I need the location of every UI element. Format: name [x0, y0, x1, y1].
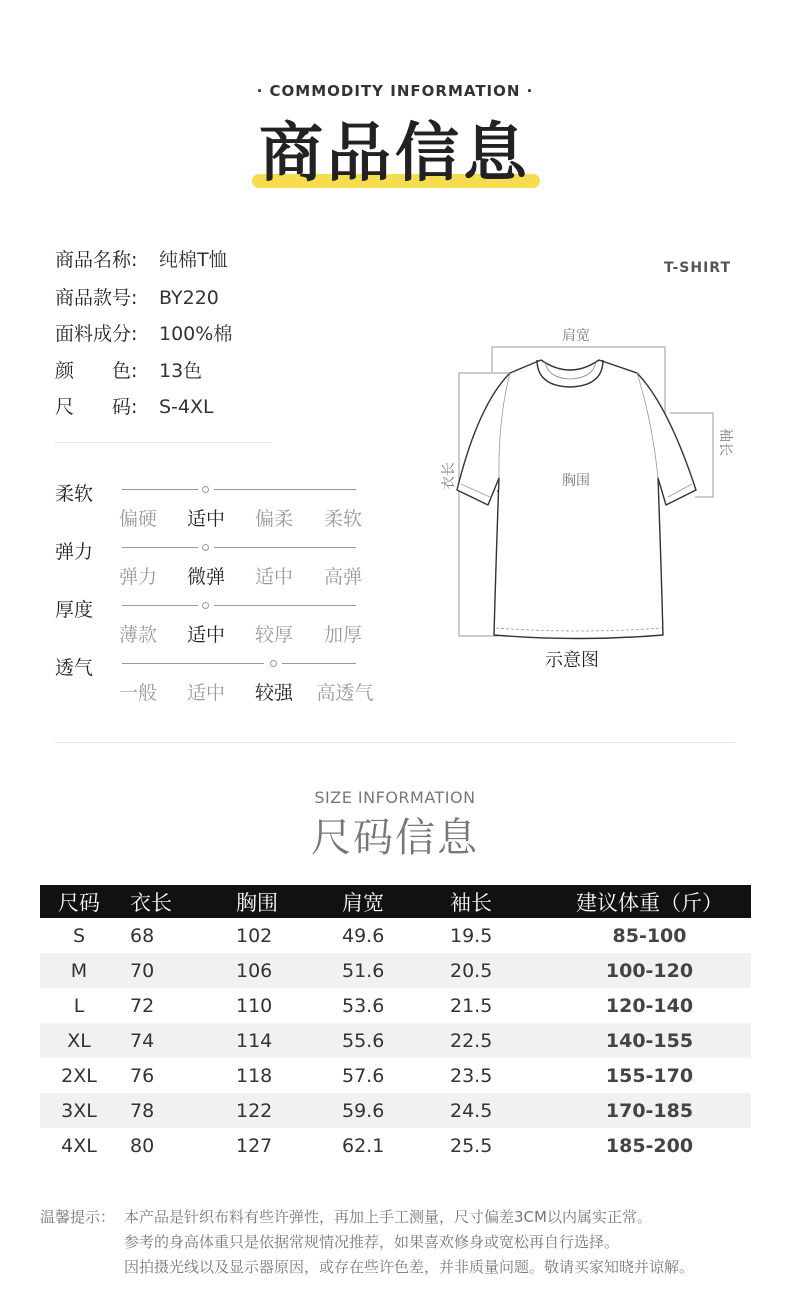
attr-option: 薄款 — [118, 624, 157, 646]
notes-line: 参考的身高体重只是依据常规情况推荐，如果喜欢修身或宽松再自行选择。 — [124, 1233, 620, 1251]
table-cell: 57.6 — [342, 1064, 385, 1087]
size-table — [40, 885, 751, 1163]
table-header: 肩宽 — [342, 890, 384, 915]
page-title: 商品信息 — [259, 117, 531, 191]
commodity-eyebrow: · COMMODITY INFORMATION · — [256, 82, 534, 100]
table-header: 建议体重（斤） — [576, 890, 723, 915]
attr-option-selected: 较强 — [254, 682, 293, 704]
attr-option: 弹力 — [118, 566, 157, 588]
table-cell: 53.6 — [342, 994, 385, 1017]
table-cell: 24.5 — [450, 1099, 493, 1122]
table-cell: XL — [67, 1029, 91, 1052]
table-cell: 23.5 — [450, 1064, 493, 1087]
info-key: 商品款号: — [55, 287, 138, 309]
attr-indicator-dot — [270, 660, 277, 667]
attr-option: 偏柔 — [254, 508, 293, 530]
info-row-name — [55, 245, 228, 275]
attr-track — [214, 605, 356, 606]
attr-track — [122, 547, 198, 548]
shoulder-label: 肩宽 — [562, 328, 590, 344]
table-cell: 127 — [236, 1134, 273, 1157]
info-row-size — [55, 392, 214, 422]
table-cell: L — [73, 994, 85, 1017]
page-title-block — [0, 118, 790, 190]
table-row — [40, 953, 751, 988]
table-cell: 170-185 — [605, 1099, 694, 1122]
diagram-caption: 示意图 — [545, 650, 599, 671]
table-cell: 22.5 — [450, 1029, 493, 1052]
table-cell: 70 — [130, 959, 155, 982]
table-cell: 110 — [236, 994, 273, 1017]
table-body — [40, 918, 751, 1163]
attr-option: 较厚 — [254, 624, 293, 646]
attr-option: 适中 — [254, 566, 293, 588]
info-row-fabric — [55, 319, 232, 349]
attr-track — [282, 663, 356, 664]
attr-label-softness: 柔软 — [55, 483, 94, 505]
attr-track — [122, 489, 198, 490]
info-value: 13色 — [159, 360, 203, 382]
notes-line: 本产品是针织布料有些许弹性，再加上手工测量，尺寸偏差3CM以内属实正常。 — [124, 1208, 652, 1226]
attr-option: 高透气 — [316, 682, 374, 704]
info-key: 颜 色: — [55, 360, 138, 382]
attr-option: 高弹 — [323, 566, 362, 588]
table-row — [40, 1093, 751, 1128]
info-key: 面料成分: — [55, 323, 138, 345]
table-cell: 51.6 — [342, 959, 385, 982]
table-row — [40, 918, 751, 953]
info-key: 商品名称: — [55, 249, 138, 271]
attr-option: 适中 — [186, 682, 225, 704]
attr-track — [214, 489, 356, 490]
attr-option: 一般 — [118, 682, 157, 704]
table-cell: 76 — [130, 1064, 155, 1087]
table-cell: 4XL — [61, 1134, 97, 1157]
table-cell: 21.5 — [450, 994, 493, 1017]
attr-label-breathability: 透气 — [55, 657, 94, 679]
table-cell: M — [70, 959, 88, 982]
table-cell: 74 — [130, 1029, 155, 1052]
table-cell: 118 — [236, 1064, 273, 1087]
info-value: 纯棉T恤 — [159, 249, 228, 271]
attr-label-thickness: 厚度 — [55, 599, 94, 621]
table-cell: 122 — [236, 1099, 273, 1122]
attr-option-selected: 微弹 — [186, 566, 225, 588]
attr-option: 偏硬 — [118, 508, 157, 530]
table-cell: 62.1 — [342, 1134, 385, 1157]
table-cell: 25.5 — [450, 1134, 493, 1157]
info-key: 尺 码: — [55, 396, 138, 418]
table-cell: 85-100 — [612, 924, 687, 947]
info-value: S-4XL — [159, 396, 214, 418]
table-cell: 3XL — [61, 1099, 97, 1122]
table-row — [40, 1023, 751, 1058]
table-header: 袖长 — [450, 890, 492, 915]
attr-label-elasticity: 弹力 — [55, 541, 94, 563]
size-eyebrow: SIZE INFORMATION — [314, 788, 476, 807]
length-label: 衣长 — [441, 462, 457, 490]
table-cell: 78 — [130, 1099, 155, 1122]
table-cell: 19.5 — [450, 924, 493, 947]
attr-indicator-dot — [202, 486, 209, 493]
attr-option: 柔软 — [323, 508, 362, 530]
table-cell: 59.6 — [342, 1099, 385, 1122]
table-cell: S — [72, 924, 86, 947]
table-cell: 20.5 — [450, 959, 493, 982]
chest-label: 胸围 — [562, 473, 590, 489]
table-row — [40, 1058, 751, 1093]
size-title: 尺码信息 — [311, 815, 479, 861]
info-value: 100%棉 — [159, 323, 233, 345]
table-cell: 80 — [130, 1134, 155, 1157]
table-cell: 2XL — [61, 1064, 97, 1087]
info-divider — [55, 442, 271, 443]
table-row — [40, 1128, 751, 1163]
table-cell: 140-155 — [605, 1029, 694, 1052]
notes-label: 温馨提示： — [40, 1208, 116, 1226]
notes-line: 因拍摄光线以及显示器原因，或存在些许色差，并非质量问题。敬请买家知晓并谅解。 — [124, 1258, 695, 1276]
table-cell: 114 — [236, 1029, 273, 1052]
table-cell: 102 — [236, 924, 273, 947]
table-header: 衣长 — [130, 890, 172, 915]
table-header-row — [40, 885, 751, 918]
table-cell: 72 — [130, 994, 155, 1017]
tshirt-tag: T-SHIRT — [664, 260, 732, 276]
section-divider — [55, 742, 735, 743]
table-header: 尺码 — [58, 890, 100, 915]
table-cell: 55.6 — [342, 1029, 385, 1052]
attr-indicator-dot — [202, 544, 209, 551]
table-cell: 120-140 — [605, 994, 694, 1017]
table-cell: 106 — [236, 959, 273, 982]
attr-track — [122, 663, 264, 664]
attr-option-selected: 适中 — [186, 624, 225, 646]
table-cell: 100-120 — [605, 959, 694, 982]
table-header: 胸围 — [236, 890, 278, 915]
attr-track — [122, 605, 198, 606]
attr-indicator-dot — [202, 602, 209, 609]
table-row — [40, 988, 751, 1023]
sleeve-label: 袖长 — [717, 428, 733, 456]
attr-track — [214, 547, 356, 548]
attr-option-selected: 适中 — [186, 508, 225, 530]
table-cell: 155-170 — [605, 1064, 694, 1087]
table-cell: 68 — [130, 924, 155, 947]
info-row-style — [55, 283, 219, 313]
table-cell: 185-200 — [605, 1134, 694, 1157]
info-value: BY220 — [159, 287, 219, 309]
info-row-color — [55, 356, 202, 386]
table-cell: 49.6 — [342, 924, 385, 947]
attr-option: 加厚 — [323, 624, 362, 646]
